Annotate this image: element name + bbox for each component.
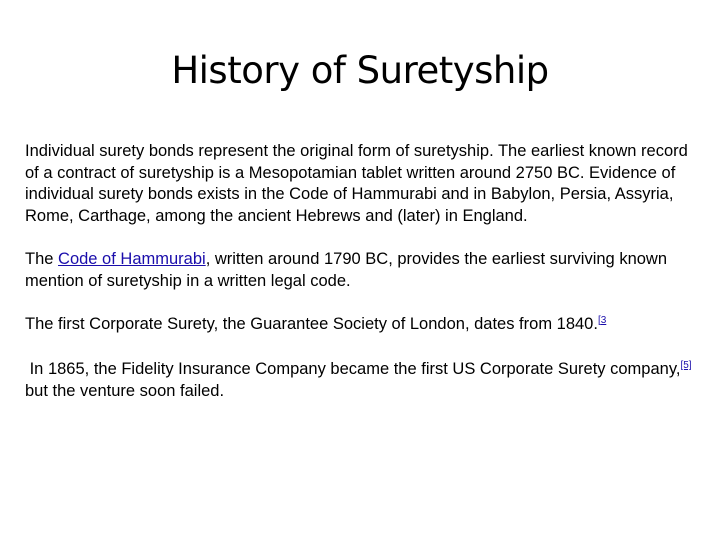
- slide-title: History of Suretyship: [171, 49, 549, 92]
- paragraph-text: Individual surety bonds represent the original form of suretyship. The earliest known record of a contract of suretyship is a Mesopotamian tablet written around 2750 BC. Evidence of individual surety bonds exists in the Code of Hammurabi and in Babylon, Persia, Assyria, Rome, Carthage, among the ancient Hebrews and (later) in England.: [25, 142, 688, 225]
- code-of-hammurabi-link[interactable]: Code of Hammurabi: [58, 249, 206, 268]
- paragraph-text-before: The: [25, 249, 59, 268]
- reference-superscript: [598, 315, 606, 326]
- paragraph-text: The first Corporate Surety, the Guarantee Society of London, dates from 1840.: [25, 314, 598, 333]
- paragraph-individual-surety: [25, 141, 695, 227]
- paragraph-fidelity-insurance: [25, 359, 695, 402]
- reference-superscript: [680, 360, 691, 371]
- paragraph-hammurabi: [25, 249, 695, 292]
- paragraph-text-after: , written around 1790 BC, provides the earliest surviving known mention of suretyship in a written legal code.: [25, 249, 668, 290]
- paragraph-text-before: In 1865, the Fidelity Insurance Company became the first US Corporate Surety company,: [25, 360, 681, 379]
- slide-body: [25, 141, 695, 403]
- reference-3-link[interactable]: [3: [597, 314, 607, 326]
- paragraph-first-corporate-surety: [25, 314, 695, 336]
- reference-5-link[interactable]: [5]: [680, 360, 692, 372]
- paragraph-text-after: but the venture soon failed.: [25, 381, 225, 400]
